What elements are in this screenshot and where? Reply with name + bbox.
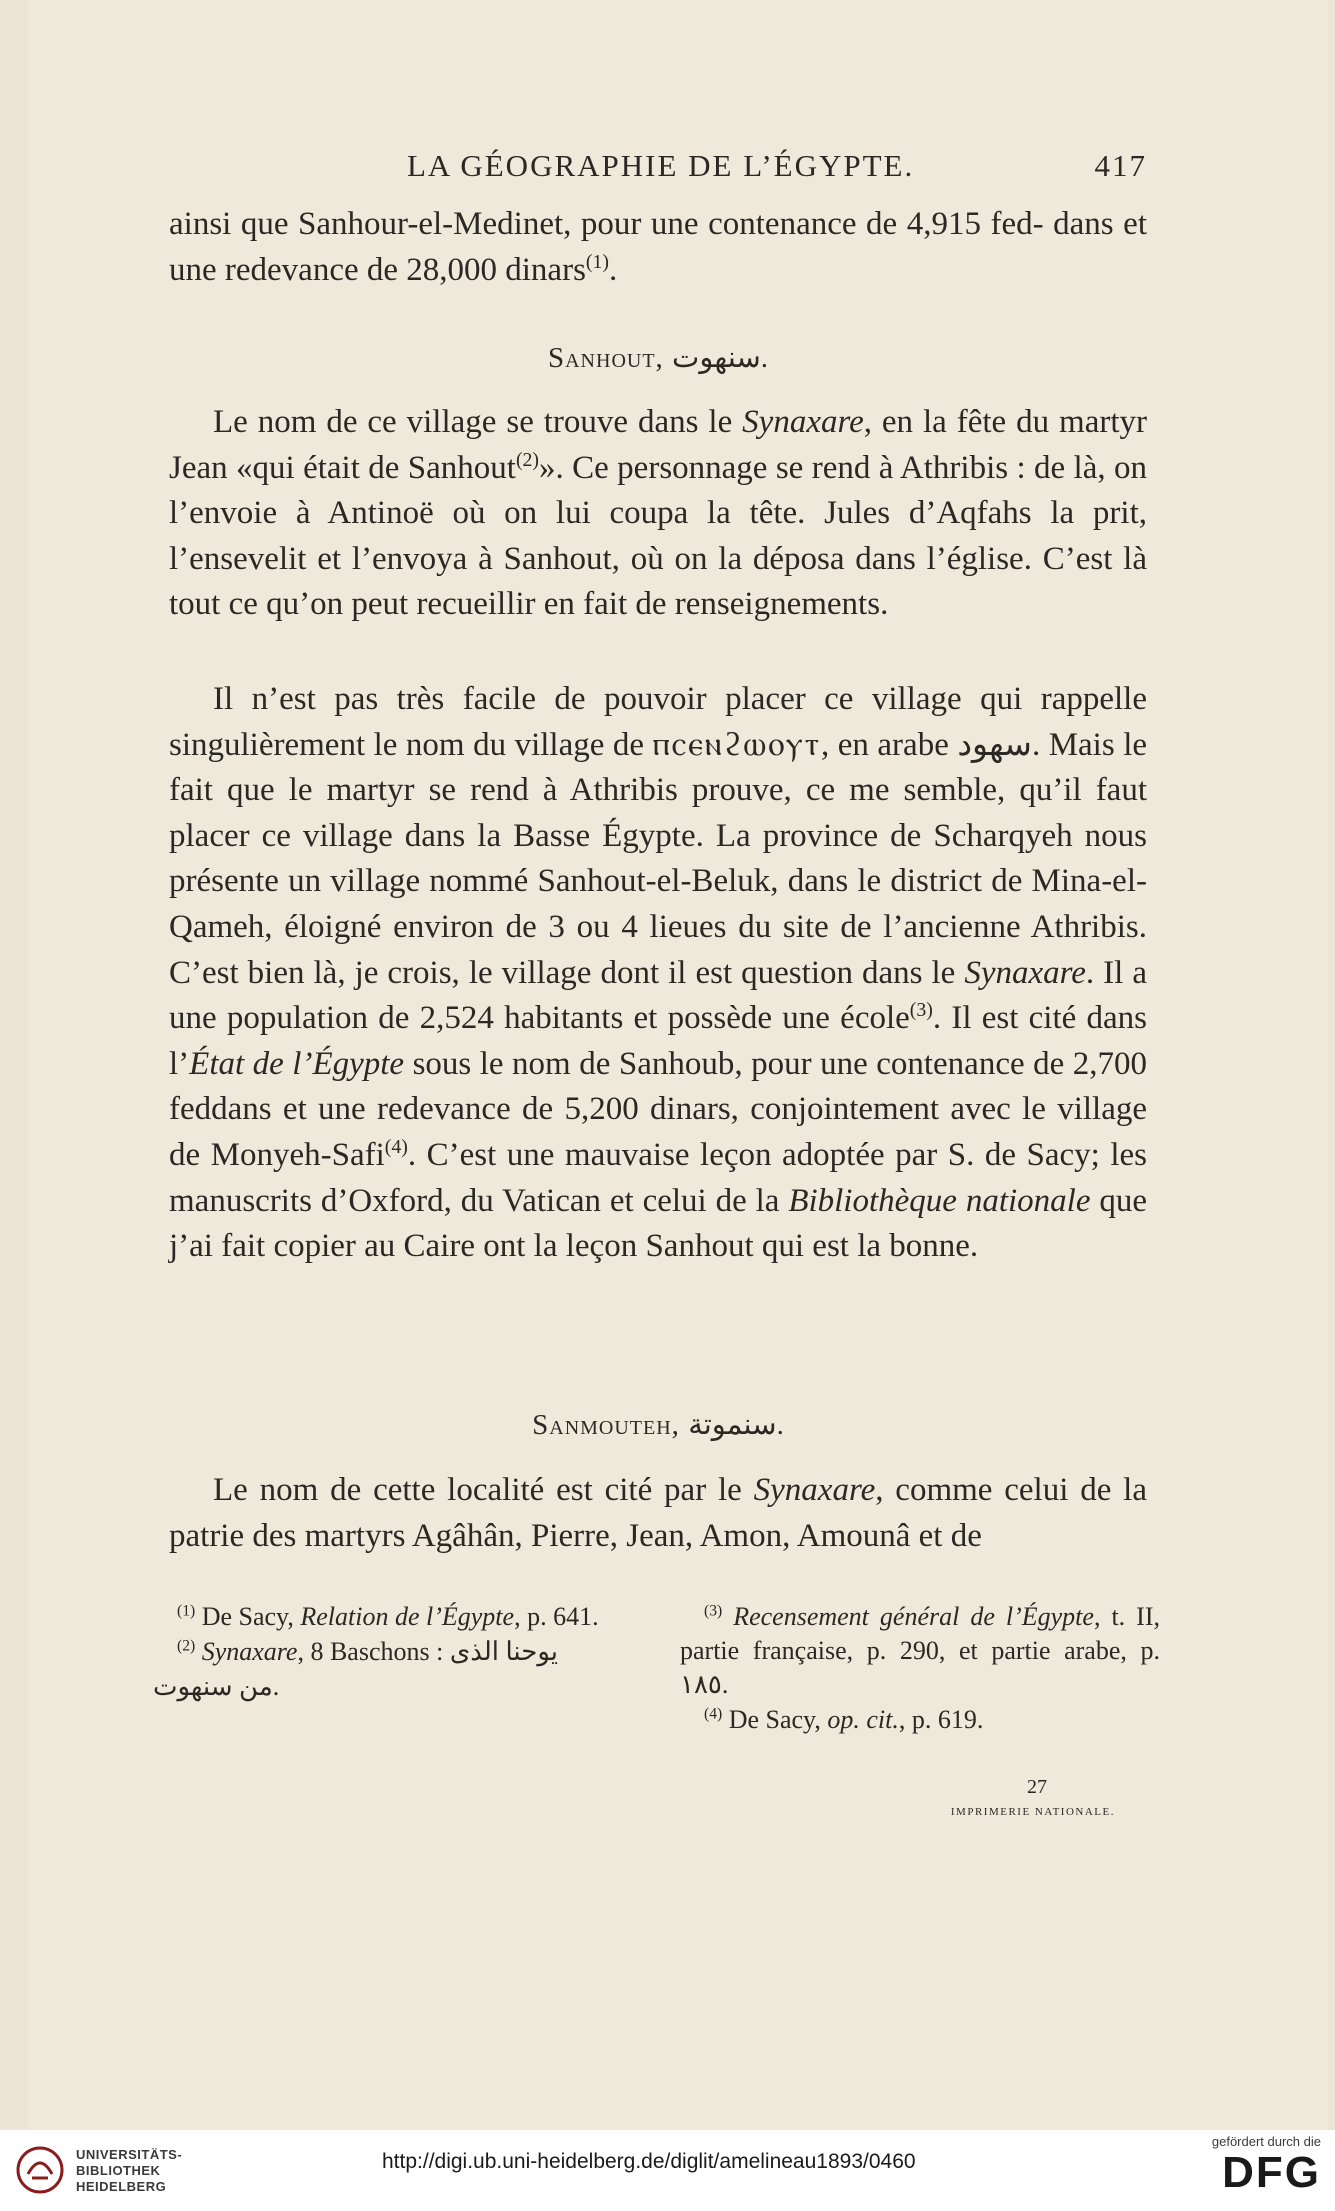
sheet-number: 27	[1027, 1776, 1047, 1798]
section-heading-sanhout: Sanhout, سنهوت.	[547, 342, 768, 374]
dfg-logo-icon: DFG	[1222, 2148, 1321, 2197]
arabic-name: سنموتة	[688, 1409, 777, 1441]
footnote-3: $^{(3)}$ Recensement général de l’Égypte, t. II, partie française, p. 290, et partie arabe, p. ١٨٥.	[680, 1602, 1161, 1699]
footnote-2: $^{(2)}$ Synaxare, 8 Baschons : يوحنا الذى	[177, 1637, 559, 1666]
footnote-2-arabic: من سنهوت.	[153, 1672, 280, 1701]
press-name: IMPRIMERIE NATIONALE.	[950, 1806, 1115, 1818]
footnote-4: $^{(4)}$ De Sacy, op. cit., p. 619.	[704, 1705, 984, 1734]
page-number: 417	[1094, 148, 1147, 183]
paragraph-sanhout-2: Il n’est pas très facile de pouvoir placer ce village qui rappelle singulièrement le nom du village de ⲡⲥⲉⲛϩⲱⲟⲩⲧ, en arabe سهود. Mais le fait que le martyr se rend à Athribis prouve, ce me semble, qu’il faut placer ce village dans la Basse Égypte. La province de Scharqyeh nous présente un village nommé Sanhout-el-Beluk, dans le district de Mina-el-Qameh, éloigné environ de 3 ou 4 lieues du site de l’ancienne Athribis. C’est bien là, je crois, le village dont il est question dans le Synaxare. Il a une population de 2,524 habitants et possède une école$^{(3)}$. Il est cité dans l’État de l’Égypte sous le nom de Sanhoub, pour une contenance de 2,700 feddans et une redevance de 5,200 dinars, conjointement avec le village de Monyeh-Safi$^{(4)}$. C’est une mauvaise leçon adoptée par S. de Sacy; les manuscrits d’Oxford, du Vatican et celui de la Bibliothèque nationale que j’ai fait copier au Caire ont la leçon Sanhout qui est la bonne.	[169, 681, 1148, 1265]
footnote-ref-2[interactable]: (2)	[515, 448, 540, 471]
permalink-url[interactable]: http://digi.ub.uni-heidelberg.de/diglit/amelineau1893/0460	[382, 2150, 916, 2173]
footnotes-left-column	[153, 1600, 633, 1705]
footnote-1: $^{(1)}$ De Sacy, Relation de l’Égypte, p. 641.	[177, 1602, 599, 1631]
footnotes-right-column	[680, 1600, 1160, 1738]
continuation-text: ainsi que Sanhour-el-Medinet, pour une contenance de 4,915 fed- dans et une redevance de 28,000 dinars$^{(1)}$.	[169, 206, 1147, 288]
library-seal-icon	[14, 2144, 70, 2196]
library-logo[interactable]: UNIVERSITÄTS- BIBLIOTHEK HEIDELBERG	[14, 2144, 164, 2199]
arabic-name: سنهوت	[672, 342, 761, 374]
paragraph-sanhout-1: Le nom de ce village se trouve dans le Synaxare, en la fête du martyr Jean «qui était de Sanhout$^{(2)}$». Ce personnage se rend à Athribis : de là, on l’envoie à Antinoë où on lui coupa la tête. Jules d’Aqfahs la prit, l’ensevelit et l’envoya à Sanhout, où on la déposa dans l’église. C’est là tout ce qu’on peut recueillir en fait de renseignements.	[169, 404, 1147, 623]
footnote-ref-4[interactable]: (4)	[384, 1135, 408, 1158]
running-title: LA GÉOGRAPHIE DE L’ÉGYPTE.	[407, 148, 915, 183]
funder-logo[interactable]: gefördert durch die DFG	[1211, 2134, 1321, 2197]
coptic-word: ⲡⲥⲉⲛϩⲱⲟⲩⲧ	[652, 726, 822, 763]
section-heading-sanmouteh: Sanmouteh, سنموتة.	[532, 1409, 784, 1441]
arabic-word: سهود	[957, 726, 1032, 763]
footnote-ref-3[interactable]: (3)	[909, 999, 933, 1022]
footnote-ref-1[interactable]: (1)	[585, 250, 609, 273]
paragraph-sanmouteh: Le nom de cette localité est cité par le Synaxare, comme celui de la patrie des martyrs Agâhân, Pierre, Jean, Amon, Amounâ et de	[169, 1472, 1147, 1554]
viewer-footer	[0, 2130, 1335, 2211]
